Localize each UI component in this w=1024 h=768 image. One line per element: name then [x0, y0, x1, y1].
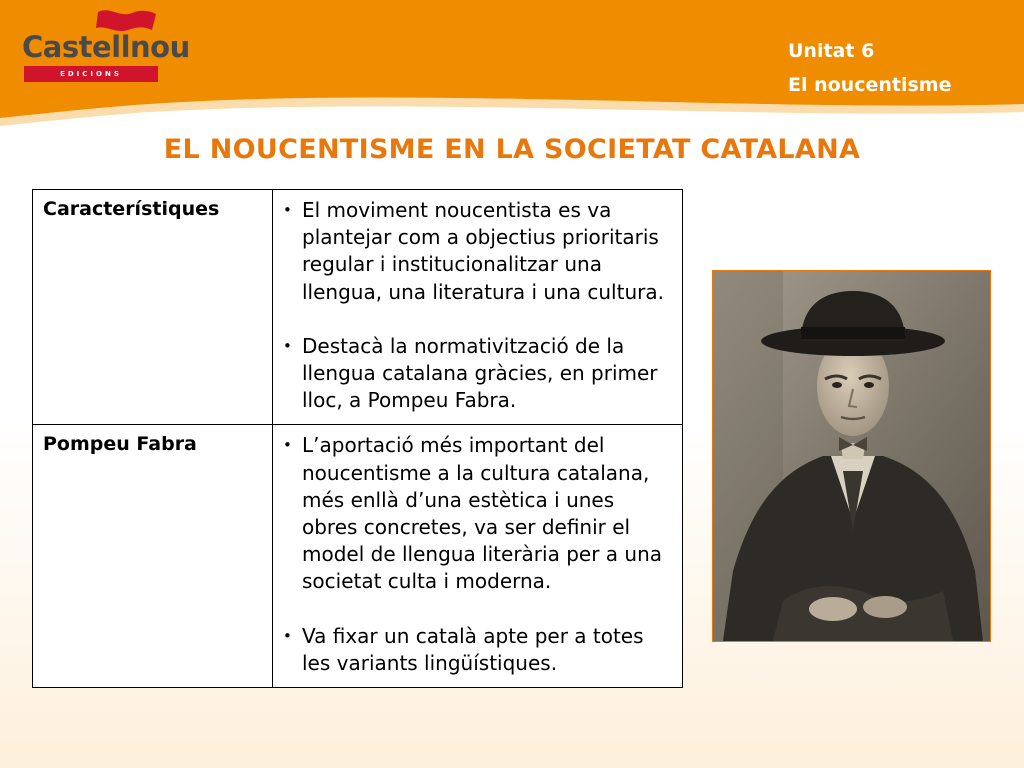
- row-description: [273, 425, 683, 688]
- slide-title: EL NOUCENTISME EN LA SOCIETAT CATALANA: [163, 134, 861, 165]
- castellnou-logo: [22, 8, 190, 78]
- row-term: Pompeu Fabra: [33, 425, 273, 688]
- bullet-list: [283, 197, 672, 414]
- bullet-item: • El moviment noucentista es va plantejar com a objectius prioritaris regular i institucionalitzar una llengua, una literatura i una cultura.: [283, 197, 672, 306]
- bullet-list: [283, 432, 672, 677]
- portrait-photo: [712, 270, 991, 642]
- unit-topic: El noucentisme: [788, 74, 952, 96]
- bullet-item: • L’aportació més important del noucentisme a la cultura catalana, més enllà d’una estètica i unes obres concretes, va ser definir el model de llengua literària per a una societat culta i moderna.: [283, 432, 672, 595]
- logo-subtext: EDICIONS: [24, 66, 158, 82]
- content-table: [32, 189, 683, 688]
- row-description: [273, 190, 683, 425]
- logo-text: Castellnou: [22, 30, 190, 64]
- table-row: [33, 425, 683, 688]
- unit-info: [788, 34, 951, 102]
- unit-label: Unitat 6: [788, 40, 875, 62]
- table-row: [33, 190, 683, 425]
- bullet-item: • Va fixar un català apte per a totes les variants lingüístiques.: [283, 623, 672, 677]
- bullet-item: • Destacà la normativització de la llengua catalana gràcies, en primer lloc, a Pompeu Fabra.: [283, 333, 672, 415]
- row-term: Característiques: [33, 190, 273, 425]
